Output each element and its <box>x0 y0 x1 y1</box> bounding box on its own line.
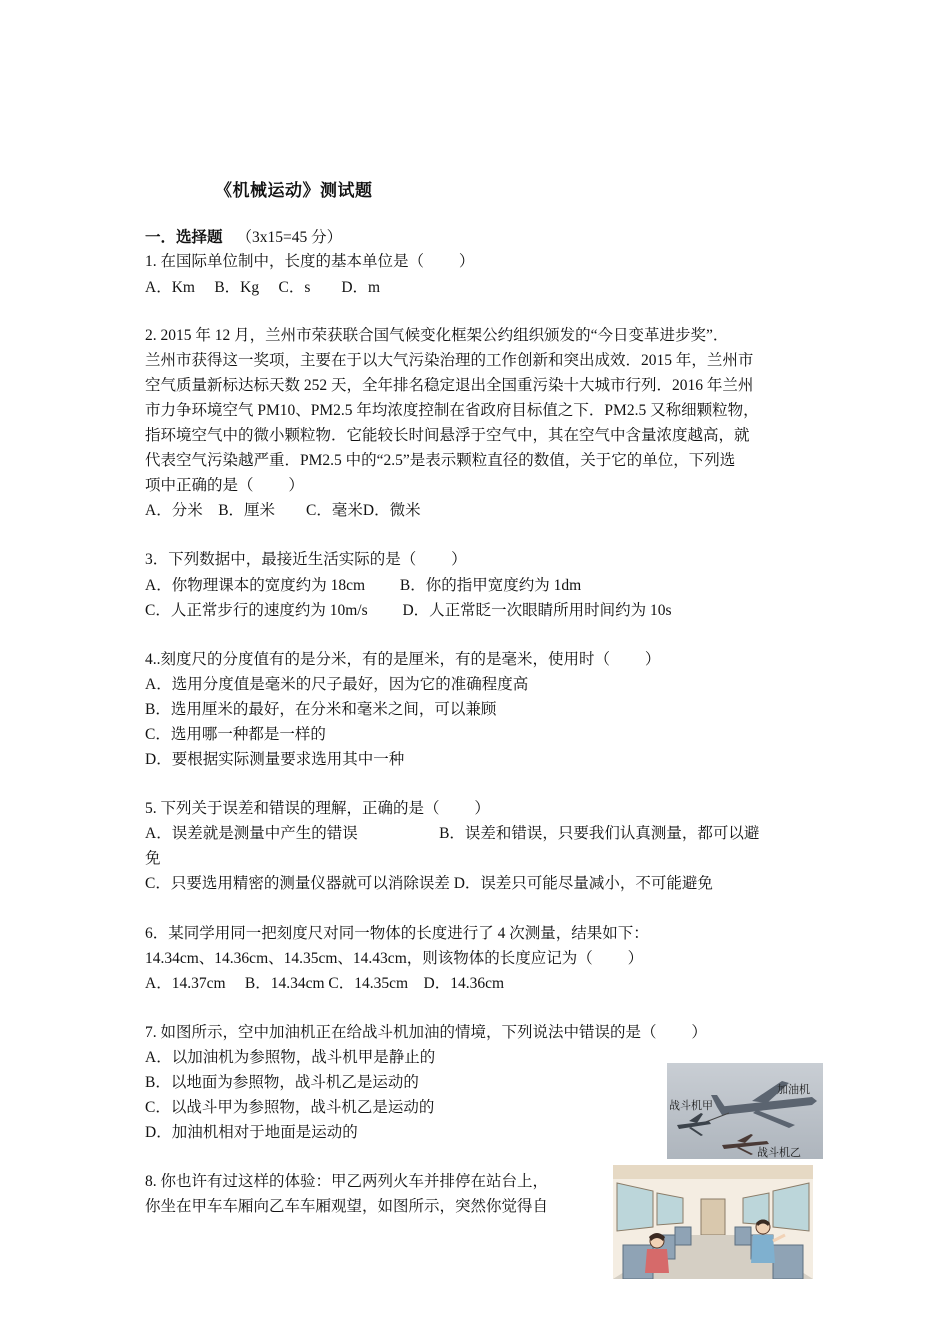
label-fighter-b: 战斗机乙 <box>757 1146 801 1159</box>
question-2-text: 兰州市获得这一奖项，主要在于以大气污染治理的工作创新和突出成效．2015 年，兰州市 <box>145 352 754 369</box>
question-2-text: 项中正确的是（ ） <box>145 477 304 494</box>
question-7-option-b: B．以地面为参照物，战斗机乙是运动的 <box>145 1074 419 1091</box>
aircraft-refueling-figure <box>667 1063 823 1159</box>
question-2-options: A．分米 B．厘米 C．毫米D．微米 <box>145 502 421 519</box>
question-4-option-a: A．选用分度值是毫米的尺子最好，因为它的准确程度高 <box>145 676 529 693</box>
question-7: 7. 如图所示，空中加油机正在给战斗机加油的情境，下列说法中错误的是（ ） <box>145 1024 707 1041</box>
section-label: 一．选择题 <box>145 229 223 246</box>
question-4-option-b: B．选用厘米的最好，在分米和毫米之间，可以兼顾 <box>145 701 497 718</box>
question-6-options: A．14.37cm B．14.34cm C．14.35cm D．14.36cm <box>145 975 505 992</box>
question-2: 2. 2015 年 12 月，兰州市荣获联合国气候变化框架公约组织颁发的“今日变革进步奖”． <box>145 327 729 344</box>
question-2-text: 市力争环境空气 PM10、PM2.5 年均浓度控制在省政府目标值之下．PM2.5 又称细颗粒物， <box>145 402 759 419</box>
question-5-options: C．只要选用精密的测量仪器就可以消除误差 D．误差只可能尽量减小，不可能避免 <box>145 875 713 892</box>
question-6-text: 14.34cm、14.36cm、14.35cm、14.43cm，则该物体的长度应记为（ ） <box>145 950 644 967</box>
question-4-option-d: D．要根据实际测量要求选用其中一种 <box>145 751 405 768</box>
question-3-options: C．人正常步行的速度约为 10m/s D．人正常眨一次眼睛所用时间约为 10s <box>145 602 672 619</box>
train-illustration <box>613 1165 813 1279</box>
question-3-options: A．你物理课本的宽度约为 18cm B．你的指甲宽度约为 1dm <box>145 577 582 594</box>
question-2-text: 代表空气污染越严重．PM2.5 中的“2.5”是表示颗粒直径的数值，关于它的单位，下列选 <box>145 452 736 469</box>
question-3: 3．下列数据中，最接近生活实际的是（ ） <box>145 551 467 568</box>
section-heading <box>145 228 342 248</box>
question-1: 1. 在国际单位制中，长度的基本单位是（ ） <box>145 253 475 270</box>
section-score: （3x15=45 分） <box>236 229 343 246</box>
question-5: 5. 下列关于误差和错误的理解，正确的是（ ） <box>145 800 490 817</box>
label-fighter-a: 战斗机甲 <box>669 1099 713 1112</box>
question-5-options: 免 <box>145 850 161 867</box>
question-6: 6．某同学用同一把刻度尺对同一物体的长度进行了 4 次测量，结果如下： <box>145 925 649 942</box>
question-1-options: A．Km B．Kg C．s D．m <box>145 279 381 296</box>
question-8-text: 你坐在甲车车厢向乙车车厢观望，如图所示，突然你觉得自 <box>145 1198 549 1215</box>
question-8: 8. 你也许有过这样的体验：甲乙两列火车并排停在站台上， <box>145 1173 549 1190</box>
question-4: 4..刻度尺的分度值有的是分米，有的是厘米，有的是毫米，使用时（ ） <box>145 651 661 668</box>
question-2-text: 指环境空气中的微小颗粒物．它能较长时间悬浮于空气中，其在空气中含量浓度越高，就 <box>145 427 750 444</box>
question-4-option-c: C．选用哪一种都是一样的 <box>145 726 326 743</box>
train-carriage-figure <box>613 1165 813 1279</box>
label-tanker: 加油机 <box>777 1083 810 1096</box>
question-2-text: 空气质量新标达标天数 252 天，全年排名稳定退出全国重污染十大城市行列．2016 年兰州 <box>145 377 754 394</box>
question-7-option-d: D．加油机相对于地面是运动的 <box>145 1124 358 1141</box>
question-5-options: A．误差就是测量中产生的错误 B．误差和错误，只要我们认真测量，都可以避 <box>145 825 760 842</box>
question-7-option-a: A．以加油机为参照物，战斗机甲是静止的 <box>145 1049 436 1066</box>
page-title: 《机械运动》测试题 <box>215 181 373 200</box>
question-7-option-c: C．以战斗甲为参照物，战斗机乙是运动的 <box>145 1099 435 1116</box>
